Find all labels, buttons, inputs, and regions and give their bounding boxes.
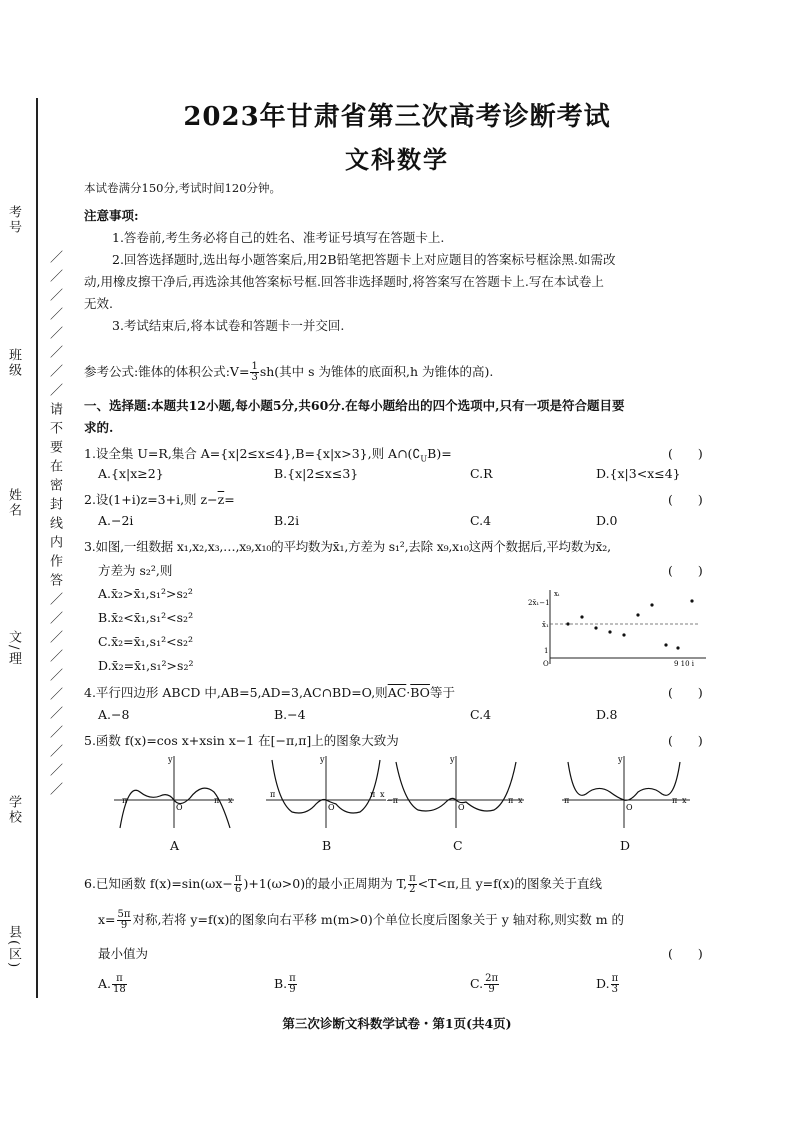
svg-text:y: y <box>618 755 623 764</box>
q4-option-a: A.−8 <box>98 707 130 722</box>
q3-option-a: A.x̄₂>x̄₁,s₁²>s₂² <box>98 586 193 601</box>
q6-option-b: B. $\frac{\pi}{9}$ <box>274 973 296 995</box>
q3-origin: O <box>543 660 549 668</box>
section-heading-cont: 求的. <box>84 420 114 435</box>
q3-option-c: C.x̄₂=x̄₁,s₁²<s₂² <box>98 634 194 649</box>
notes-item-2-cont: 动,用橡皮擦干净后,再选涂其他答案标号框.回答非选择题时,将答案写在答题卡上.写在本试卷上 <box>84 274 604 289</box>
svg-text:O: O <box>176 803 183 812</box>
svg-text:y: y <box>450 755 455 764</box>
q5-graph-a <box>110 752 240 832</box>
q3-point <box>608 630 611 633</box>
q3-option-d: D.x̄₂=x̄₁,s₁²>s₂² <box>98 658 194 673</box>
page-footer: 第三次诊断文科数学试卷・第1页(共4页) <box>282 1016 512 1031</box>
q6-line-1: 6.已知函数 f(x)=sin(ωx− $\frac{\pi}{6}$ )+1(ω>0)的最小正周期为 T, $\frac{\pi}{2}$ <T<π,且 y=f(x)的图象关于直线 <box>84 873 603 895</box>
binding-line <box>36 98 38 998</box>
q2-answer-blank: ( ) <box>668 492 703 507</box>
q5-stem: 5.函数 f(x)=cos x+xsin x−1 在[−π,π]上的图象大致为 <box>84 733 399 748</box>
notes-item-1: 1.答卷前,考生务必将自己的姓名、准考证号填写在答题卡上. <box>112 230 445 245</box>
q6-option-a: A. $\frac{\pi}{18}$ <box>98 973 126 995</box>
q2-option-d: D.0 <box>596 513 618 528</box>
svg-text:y: y <box>320 755 325 764</box>
q3-y-label-mean: x̄₁ <box>542 621 549 629</box>
q1-answer-blank: ( ) <box>668 446 703 461</box>
q3-stem-cont: 方差为 s₂²,则 <box>98 563 173 578</box>
svg-text:π: π <box>270 790 276 799</box>
q3-point <box>636 613 639 616</box>
q3-scatter-figure <box>520 586 710 668</box>
q3-answer-blank: ( ) <box>668 563 703 578</box>
notes-item-3: 3.考试结束后,将本试卷和答题卡一并交回. <box>112 318 345 333</box>
side-label-exam-number: 考号 <box>6 205 21 235</box>
q6-option-d: D. $\frac{\pi}{3}$ <box>596 973 619 995</box>
svg-text:π: π <box>214 796 220 805</box>
q3-point <box>580 615 583 618</box>
svg-text:−π: −π <box>386 796 398 805</box>
side-label-name: 姓名 <box>6 488 21 518</box>
page-title: 2023年甘肃省第三次高考诊断考试 <box>183 102 611 132</box>
q5-label-a: A <box>170 838 180 853</box>
q6-answer-blank: ( ) <box>668 946 703 961</box>
q2-stem: 2.设(1+i)z=3+i,则 $z-\overline{z}=$ <box>84 492 235 507</box>
q1-stem: 1.设全集 U=R,集合 A={x|2≤x≤4},B={x|x>3},则 $A\cap(∁_UB)=$ <box>84 446 452 464</box>
q1-option-c: C.R <box>470 466 493 481</box>
svg-text:π: π <box>564 796 570 805</box>
q4-answer-blank: ( ) <box>668 685 703 700</box>
q5-label-c: C <box>453 838 463 853</box>
q3-stem: 3.如图,一组数据 x₁,x₂,x₃,…,x₉,x₁₀的平均数为x̄₁,方差为 s₁²,去除 x₉,x₁₀这两个数据后,平均数为x̄₂, <box>84 539 611 554</box>
q5-label-b: B <box>322 838 332 853</box>
side-label-school: 学校 <box>6 795 21 825</box>
q3-point-x10 <box>690 599 693 602</box>
seal-line-text: ／／／／／／／／请不要在密封线内作答／／／／／／／／／／／ <box>47 250 62 801</box>
svg-text:O: O <box>458 803 465 812</box>
section-heading: 一、选择题:本题共12小题,每小题5分,共60分.在每小题给出的四个选项中,只有一项是符合题目要 <box>84 398 625 413</box>
q3-y-axis-label: xᵢ <box>554 590 560 598</box>
svg-text:O: O <box>328 803 335 812</box>
q5-graph-b <box>262 752 392 832</box>
exam-intro: 本试卷满分150分,考试时间120分钟。 <box>84 181 282 195</box>
q6-line-3: 最小值为 <box>98 946 149 961</box>
q2-option-c: C.4 <box>470 513 492 528</box>
side-label-class: 班级 <box>6 348 21 378</box>
q3-point <box>664 643 667 646</box>
q4-stem: 4.平行四边形 ABCD 中,AB=5,AD=3,AC∩BD=O,则$\overline{AC}\cdot\overline{BO}$等于 <box>84 685 455 700</box>
svg-text:O: O <box>626 803 633 812</box>
q3-point <box>622 633 625 636</box>
q3-point-x9 <box>676 646 679 649</box>
q3-y-label-high: 2x̄₁−1 <box>528 599 550 607</box>
svg-text:π: π <box>122 796 128 805</box>
q3-option-b: B.x̄₂<x̄₁,s₁²<s₂² <box>98 610 194 625</box>
svg-text:π: π <box>508 796 514 805</box>
q1-option-d: D.{x|3<x≤4} <box>596 466 681 481</box>
notes-heading: 注意事项: <box>84 208 139 223</box>
q4-option-c: C.4 <box>470 707 492 722</box>
svg-text:y: y <box>168 755 173 764</box>
reference-formula: 参考公式:锥体的体积公式:V= $\frac{1}{3}$ sh(其中 s 为锥体的底面积,h 为锥体的高). <box>84 361 494 383</box>
q5-label-d: D <box>620 838 631 853</box>
q4-option-d: D.8 <box>596 707 618 722</box>
q2-option-b: B.2i <box>274 513 300 528</box>
q1-option-b: B.{x|2≤x≤3} <box>274 466 359 481</box>
q5-graph-c <box>384 752 529 832</box>
q6-line-2: x= $\frac{5\pi}{9}$ 对称,若将 y=f(x)的图象向右平移 m(m>0)个单位长度后图象关于 y 轴对称,则实数 m 的 <box>98 909 625 931</box>
svg-text:x: x <box>228 796 233 805</box>
svg-text:x: x <box>682 796 687 805</box>
q5-answer-blank: ( ) <box>668 733 703 748</box>
q5-graph-d <box>558 752 694 832</box>
q2-option-a: A.−2i <box>98 513 134 528</box>
q3-point <box>566 622 569 625</box>
q1-option-a: A.{x|x≥2} <box>98 466 164 481</box>
q3-y-label-one: 1 <box>544 647 549 655</box>
q3-point <box>594 626 597 629</box>
side-label-county: 县(区) <box>6 925 21 970</box>
svg-text:π: π <box>370 790 376 799</box>
side-label-arts-science: 文/理 <box>6 630 21 667</box>
svg-text:x: x <box>380 790 385 799</box>
svg-text:x: x <box>518 796 523 805</box>
q3-point <box>650 603 653 606</box>
svg-text:π: π <box>672 796 678 805</box>
notes-item-2-end: 无效. <box>84 296 113 311</box>
page-subtitle: 文科数学 <box>345 145 449 174</box>
q6-option-c: C. $\frac{2\pi}{9}$ <box>470 973 499 995</box>
q4-option-b: B.−4 <box>274 707 306 722</box>
q3-x-labels: 9 10 i <box>674 660 695 668</box>
notes-item-2: 2.回答选择题时,选出每小题答案后,用2B铅笔把答题卡上对应题目的答案标号框涂黑.如需改 <box>112 252 616 267</box>
